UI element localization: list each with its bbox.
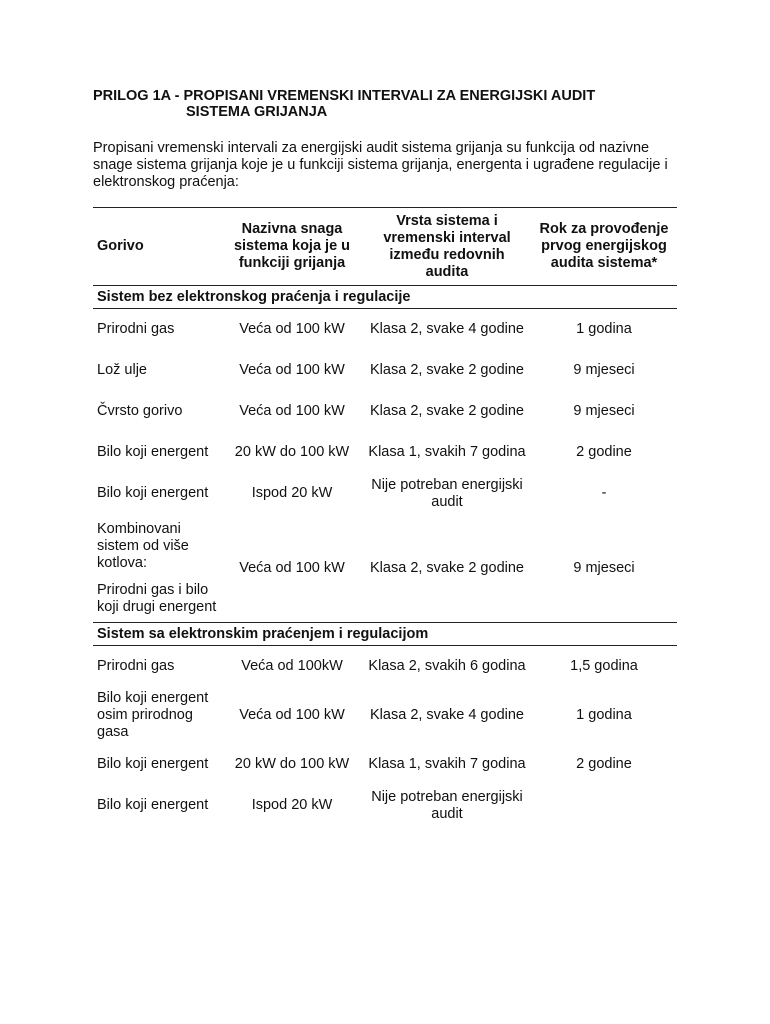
table-row (93, 309, 677, 351)
table-header-row (93, 208, 677, 286)
table-row (93, 646, 677, 688)
header-power: Nazivna snaga sistema koja je u funkciji grijanja (233, 221, 351, 271)
header-system-type: Vrsta sistema i vremenski interval između redovnih audita (383, 212, 511, 280)
cell-deadline: 2 godine (576, 444, 632, 460)
document-page (93, 88, 677, 826)
cell-system-type: Klasa 2, svake 4 godine (370, 707, 524, 723)
cell-fuel: Bilo koji energent (97, 756, 209, 772)
table-row (93, 744, 677, 785)
cell-fuel: Čvrsto gorivo (97, 403, 183, 419)
cell-system-type: Klasa 1, svakih 7 godina (368, 756, 526, 772)
combo-fuel-line-b: Prirodni gas i bilo koji drugi energent (97, 581, 217, 615)
cell-power: 20 kW do 100 kW (234, 756, 350, 772)
cell-system-type: Klasa 2, svake 2 godine (370, 403, 524, 419)
cell-power: Veća od 100kW (241, 658, 343, 674)
cell-power: Veća od 100 kW (239, 321, 345, 337)
cell-fuel: Prirodni gas (97, 658, 175, 674)
table-row (93, 432, 677, 473)
cell-deadline: - (601, 485, 607, 501)
cell-deadline: 9 mjeseci (573, 403, 635, 419)
cell-system-type: Klasa 2, svakih 6 godina (368, 658, 526, 674)
cell-deadline: 1,5 godina (570, 658, 638, 674)
table-row-combined-system (93, 514, 677, 623)
title-line-2: SISTEMA GRIJANJA (186, 104, 328, 120)
cell-system-type: Nije potreban energijski audit (371, 788, 523, 822)
cell-deadline: 1 godina (576, 321, 632, 337)
cell-power: Veća od 100 kW (239, 403, 345, 419)
intro-paragraph: Propisani vremenski intervali za energijski audit sistema grijanja su funkcija od nazivne snage sistema grijanja koje je u funkciji sistema grijanja, energenta i ugrađene regulacije i elektronskog praćenja: (93, 140, 668, 190)
cell-deadline: 2 godine (576, 756, 632, 772)
cell-power: 20 kW do 100 kW (234, 444, 350, 460)
cell-fuel: Bilo koji energent (97, 444, 209, 460)
table-row (93, 391, 677, 432)
cell-power: Veća od 100 kW (239, 559, 345, 576)
cell-fuel (93, 514, 221, 623)
cell-deadline: 9 mjeseci (573, 559, 635, 576)
table-row (93, 785, 677, 826)
section-row-with-monitoring (93, 623, 677, 646)
cell-fuel: Bilo koji energent osim prirodnog gasa (97, 690, 209, 740)
combo-fuel-line-a: Kombinovani sistem od više kotlova: (97, 520, 189, 571)
audit-interval-table (93, 207, 677, 826)
cell-fuel: Lož ulje (97, 362, 147, 378)
cell-power: Ispod 20 kW (251, 797, 333, 813)
cell-power: Ispod 20 kW (251, 485, 333, 501)
cell-deadline: 9 mjeseci (573, 362, 635, 378)
cell-deadline (531, 785, 677, 826)
section-title: Sistem sa elektronskim praćenjem i regulacijom (93, 623, 677, 646)
cell-fuel: Bilo koji energent (97, 485, 209, 501)
table-row (93, 473, 677, 514)
table-row (93, 687, 677, 744)
cell-power: Veća od 100 kW (239, 362, 345, 378)
cell-system-type: Klasa 1, svakih 7 godina (368, 444, 526, 460)
cell-deadline: 1 godina (576, 707, 632, 723)
combo-spacer (97, 572, 217, 582)
cell-system-type: Nije potreban energijski audit (371, 476, 523, 510)
cell-system-type: Klasa 2, svake 2 godine (370, 559, 524, 576)
section-row-without-monitoring (93, 286, 677, 309)
table-row (93, 350, 677, 391)
title-line-1: PRILOG 1A - PROPISANI VREMENSKI INTERVALI ZA ENERGIJSKI AUDIT (93, 88, 596, 104)
cell-system-type: Klasa 2, svake 4 godine (370, 321, 524, 337)
cell-system-type: Klasa 2, svake 2 godine (370, 362, 524, 378)
cell-power: Veća od 100 kW (239, 707, 345, 723)
section-title: Sistem bez elektronskog praćenja i regulacije (93, 286, 677, 309)
header-fuel: Gorivo (97, 238, 144, 254)
document-title (93, 88, 677, 120)
header-deadline: Rok za provođenje prvog energijskog audita sistema* (539, 221, 669, 271)
cell-fuel: Bilo koji energent (97, 797, 209, 813)
cell-fuel: Prirodni gas (97, 321, 175, 337)
